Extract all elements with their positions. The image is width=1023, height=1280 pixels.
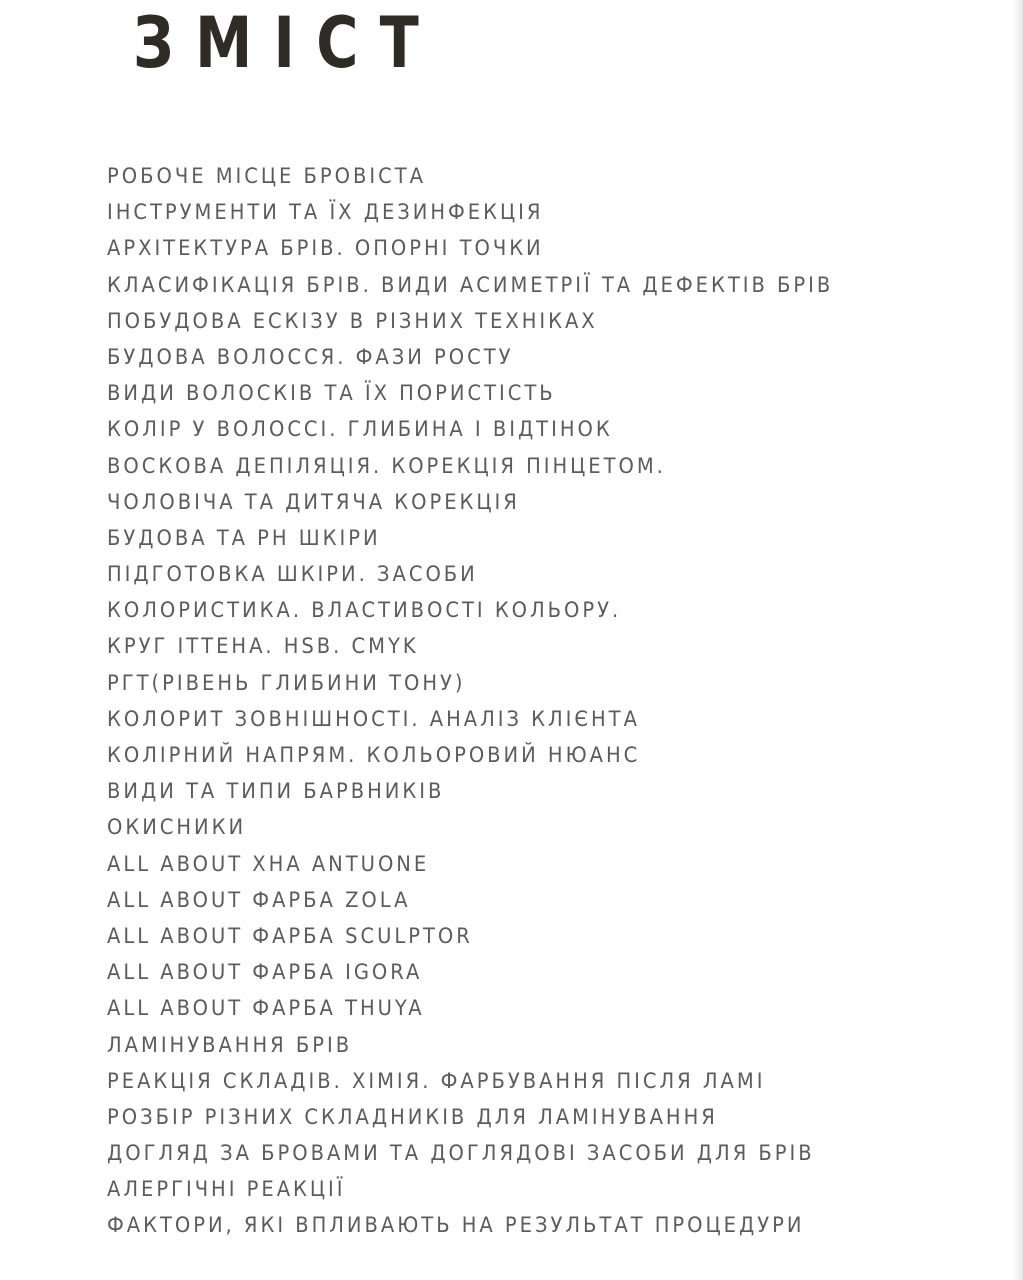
toc-item: ПОБУДОВА ЕСКІЗУ В РІЗНИХ ТЕХНІКАХ [107, 308, 598, 333]
toc-item: ФАКТОРИ, ЯКІ ВПЛИВАЮТЬ НА РЕЗУЛЬТАТ ПРОЦЕДУРИ [107, 1213, 805, 1238]
toc-item: КЛАСИФІКАЦІЯ БРІВ. ВИДИ АСИМЕТРІЇ ТА ДЕФЕКТІВ БРІВ [107, 272, 834, 297]
toc-item: ALL ABOUT ФАРБА ZOLA [107, 887, 411, 912]
toc-item: РОБОЧЕ МІСЦЕ БРОВІСТА [107, 164, 426, 188]
toc-item: РЕАКЦІЯ СКЛАДІВ. ХІМІЯ. ФАРБУВАННЯ ПІСЛЯ ЛАМІ [107, 1068, 766, 1093]
toc-item: БУДОВА ВОЛОССЯ. ФАЗИ РОСТУ [107, 344, 514, 369]
toc-item: ВИДИ ВОЛОСКІВ ТА ЇХ ПОРИСТІСТЬ [107, 381, 556, 406]
toc-item: АРХІТЕКТУРА БРІВ. ОПОРНІ ТОЧКИ [107, 236, 544, 261]
page-edge-shadow [1013, 0, 1023, 1280]
toc-item: БУДОВА ТА PH ШКІРИ [107, 525, 381, 550]
toc-item: АЛЕРГІЧНІ РЕАКЦІЇ [107, 1177, 346, 1202]
toc-item: КРУГ ІТТЕНА. HSB. CMYK [107, 634, 419, 659]
toc-item: ПІДГОТОВКА ШКІРИ. ЗАСОБИ [107, 562, 478, 587]
toc-item: ALL ABOUT ФАРБА SCULPTOR [107, 923, 473, 948]
toc-item: ВОСКОВА ДЕПІЛЯЦІЯ. КОРЕКЦІЯ ПІНЦЕТОМ. [107, 453, 666, 478]
toc-item: КОЛІРНИЙ НАПРЯМ. КОЛЬОРОВИЙ НЮАНС [107, 743, 641, 767]
toc-item: КОЛОРИТ ЗОВНІШНОСТІ. АНАЛІЗ КЛІЄНТА [107, 706, 640, 731]
toc-item: ДОГЛЯД ЗА БРОВАМИ ТА ДОГЛЯДОВІ ЗАСОБИ ДЛЯ БРІВ [107, 1141, 815, 1166]
toc-item: ІНСТРУМЕНТИ ТА ЇХ ДЕЗИНФЕКЦІЯ [107, 200, 544, 225]
toc-item: ОКИСНИКИ [107, 815, 247, 840]
table-of-contents [107, 158, 888, 1244]
toc-item: ALL ABOUT ХНА ANTUONE [107, 851, 430, 876]
toc-item: РГТ(РІВЕНЬ ГЛИБИНИ ТОНУ) [107, 670, 466, 695]
page-title: ЗМІСТ [133, 2, 441, 84]
toc-item: КОЛОРИСТИКА. ВЛАСТИВОСТІ КОЛЬОРУ. [107, 598, 622, 623]
toc-item: РОЗБІР РІЗНИХ СКЛАДНИКІВ ДЛЯ ЛАМІНУВАННЯ [107, 1104, 718, 1129]
toc-item: ALL ABOUT ФАРБА THUYA [107, 996, 425, 1021]
toc-item: КОЛІР У ВОЛОССІ. ГЛИБИНА І ВІДТІНОК [107, 417, 613, 442]
toc-item: ЧОЛОВІЧА ТА ДИТЯЧА КОРЕКЦІЯ [107, 489, 520, 514]
toc-item: ALL ABOUT ФАРБА IGORA [107, 960, 423, 985]
toc-item: ВИДИ ТА ТИПИ БАРВНИКІВ [107, 779, 445, 804]
toc-item: ЛАМІНУВАННЯ БРІВ [107, 1032, 353, 1057]
